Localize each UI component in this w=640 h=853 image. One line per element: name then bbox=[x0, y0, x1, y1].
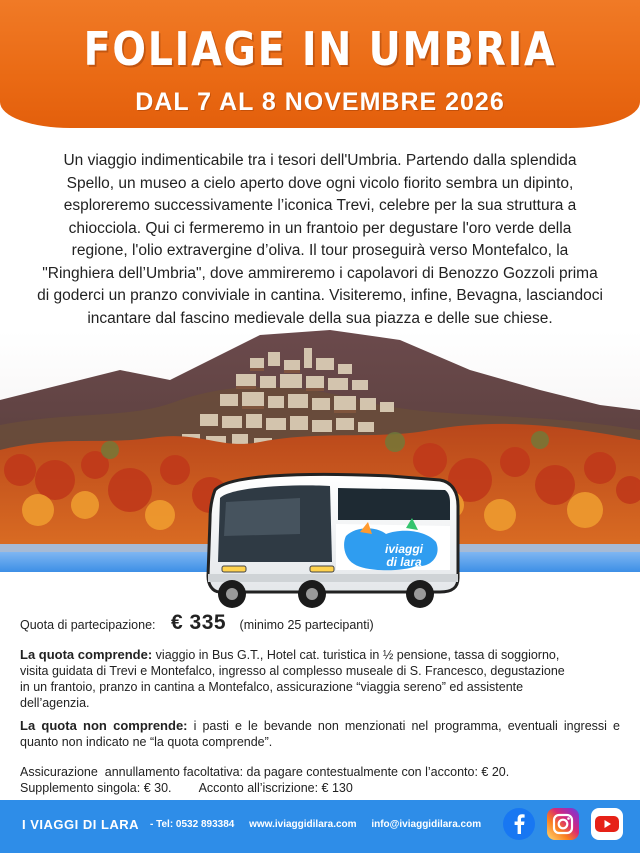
intro-line: esploreremo successivamente l’iconica Trevi, celebre per la sua struttura a bbox=[63, 197, 577, 214]
includes-section bbox=[20, 647, 620, 711]
youtube-icon[interactable] bbox=[590, 807, 624, 841]
intro-line: regione, l'olio extravergine d’oliva. Il tour proseguirà verso Montefalco, la bbox=[71, 242, 569, 259]
contact-info bbox=[150, 819, 493, 830]
includes-text: visita guidata di Trevi e Montefalco, ingresso al complesso museale di S. Francesco, degustazione bbox=[20, 664, 565, 678]
price-value: € 335 bbox=[171, 611, 227, 634]
includes-text: dell’agenzia. bbox=[20, 696, 90, 710]
intro-line: Un viaggio indimenticabile tra i tesori dell'Umbria. Partendo dalla splendida bbox=[63, 152, 577, 169]
excludes-text: i pasti e le bevande non menzionati nel programma, eventuali ingressi e quanto non indicato ne “la quota comprende”. bbox=[20, 719, 620, 749]
intro-line: di goderci un pranzo conviviale in cantina. Visiteremo, infine, Bevagna, lasciandoci bbox=[37, 287, 603, 304]
bus-logo-line2: di lara bbox=[386, 555, 422, 569]
header-banner bbox=[0, 0, 640, 128]
date-subtitle: DAL 7 AL 8 NOVEMBRE 2026 bbox=[135, 88, 505, 116]
facebook-icon[interactable] bbox=[502, 807, 536, 841]
intro-line: incantare dal fascino medievale della sua piazza e delle sue chiese. bbox=[87, 309, 553, 327]
insurance-line: Assicurazione annullamento facoltativa: da pagare contestualmente con l’acconto: € 20. bbox=[20, 765, 510, 779]
website-link[interactable]: www.iviaggidilara.com bbox=[249, 819, 357, 830]
email-link[interactable]: info@iviaggidilara.com bbox=[371, 819, 482, 830]
excludes-label: La quota non comprende: bbox=[20, 718, 188, 733]
includes-label: La quota comprende: bbox=[20, 647, 153, 662]
intro-paragraph bbox=[20, 150, 620, 330]
excludes-section bbox=[20, 718, 620, 750]
intro-line: Spello, un museo a cielo aperto dove ogni vicolo fiorito sembra un dipinto, bbox=[66, 174, 574, 192]
bus-logo-line1: iviaggi bbox=[384, 542, 424, 556]
pricing-note: (minimo 25 partecipanti) bbox=[239, 618, 374, 632]
includes-text: viaggio in Bus G.T., Hotel cat. turistica in ½ pensione, tassa di soggiorno, bbox=[152, 648, 560, 662]
intro-line: "Ringhiera dell’Umbria", dove ammireremo i capolavori di Benozzo Gozzoli prima bbox=[42, 264, 598, 282]
agency-name: I VIAGGI DI LARA bbox=[22, 817, 140, 832]
intro-line: chiocciola. Qui ci fermeremo in un frantoio per degustare l'oro verde della bbox=[68, 219, 572, 237]
supplement-line: Supplemento singola: € 30. Acconto all’iscrizione: € 130 bbox=[20, 781, 353, 795]
pricing-line bbox=[20, 611, 620, 635]
extras-section bbox=[20, 764, 620, 796]
landscape-photo bbox=[0, 330, 640, 620]
phone-number: - Tel: 0532 893384 bbox=[150, 819, 235, 830]
instagram-icon[interactable] bbox=[546, 807, 580, 841]
footer-bar bbox=[0, 800, 640, 853]
page-title: FOLIAGE IN UMBRIA bbox=[83, 22, 557, 76]
pricing-label: Quota di partecipazione: bbox=[20, 618, 156, 632]
includes-text: in un frantoio, pranzo in cantina a Montefalco, assicurazione “viaggia sereno” ed assistente bbox=[20, 680, 524, 694]
